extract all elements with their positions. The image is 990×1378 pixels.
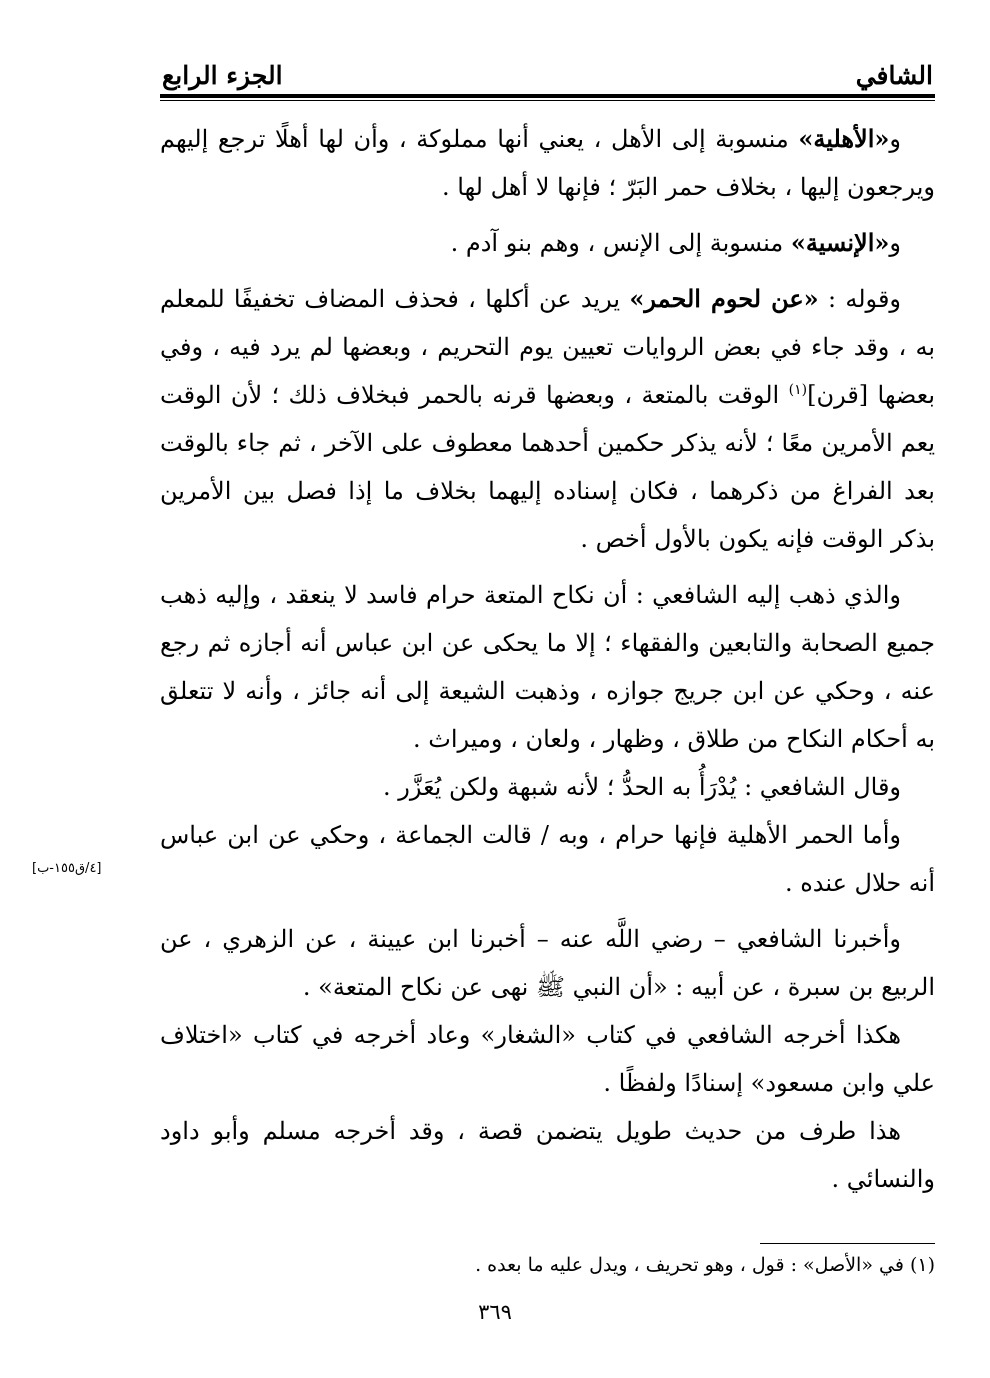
body-text [160,115,935,1203]
keyword: «الإنسية» [790,228,890,257]
text-run: والذي ذهب إليه الشافعي : أن نكاح المتعة حرام فاسد لا ينعقد ، وإليه ذهب جميع الصحابة والتابعين والفقهاء ؛ إلا ما يحكى عن ابن عباس أنه أجازه ثم رجع عنه ، وحكي عن ابن جريج جوازه ، وذهبت الشيعة إلى أنه جائز ، وأنه لا تتعلق به أحكام النكاح من طلاق ، وظهار ، ولعان ، وميراث . [160,581,935,753]
paragraph [160,115,935,211]
paragraph [160,763,935,811]
page-number: ٣٦٩ [478,1300,512,1324]
paragraph [160,915,935,1011]
paragraph [160,275,935,563]
paragraph [160,571,935,763]
header-rule-thin [160,100,935,101]
header-rule-thick [160,94,935,98]
keyword: «عن لحوم الحمر» [629,284,819,313]
footnote-rule [760,1243,935,1244]
text-run: و [889,229,901,257]
text-run: وأخبرنا الشافعي – رضي اللَّه عنه – أخبرنا ابن عيينة ، عن الزهري ، عن الربيع بن سبرة ، عن أبيه : «أن النبي ﷺ نهى عن نكاح المتعة» . [160,925,935,1001]
running-header [160,50,935,90]
page [160,50,935,1211]
text-run: الوقت بالمتعة ، وبعضها قرنه بالحمر فبخلاف ذلك ؛ لأن الوقت يعم الأمرين معًا ؛ لأنه يذكر حكمين أحدهما معطوف على الآخر ، ثم جاء بالوقت بعد الفراغ من ذكرهما ، فكان إسناده إليهما بخلاف ما إذا فصل بين الأمرين بذكر الوقت فإنه يكون بالأول أخص . [160,381,935,553]
text-run: هكذا أخرجه الشافعي في كتاب «الشغار» وعاد أخرجه في كتاب «اختلاف علي وابن مسعود» إسنادًا ولفظًا . [160,1021,935,1097]
keyword: «الأهلية» [798,124,890,153]
marginal-note: [٤/ق١٥٥-ب] [32,861,102,876]
footnote: (١) في «الأصل» : قول ، وهو تحريف ، ويدل عليه ما بعده . [475,1254,935,1276]
text-run: و [889,125,901,153]
text-run: منسوبة إلى الأهل ، يعني أنها مملوكة ، وأن لها أهلًا ترجع إليهم ويرجعون إليها ، بخلاف حمر البَرّ ؛ فإنها لا أهل لها . [160,125,935,201]
paragraph [160,811,935,907]
footnote-marker: (١) [788,382,808,398]
paragraph [160,1011,935,1107]
paragraph [160,219,935,267]
book-title: الشافي [855,61,933,90]
text-run: وأما الحمر الأهلية فإنها حرام ، وبه / قالت الجماعة ، وحكي عن ابن عباس أنه حلال عنده . [160,821,935,897]
text-run: يريد عن أكلها ، فحذف المضاف تخفيفًا للمعلم به ، وقد جاء في بعض الروايات تعيين يوم التحريم ، وبعضها لم يرد فيه ، وفي بعضها [قرن] [160,285,936,409]
text-run: وقوله : [818,285,902,313]
paragraph [160,1107,935,1203]
text-run: هذا طرف من حديث طويل يتضمن قصة ، وقد أخرجه مسلم وأبو داود والنسائي . [160,1117,935,1193]
volume-title: الجزء الرابع [162,61,283,90]
text-run: وقال الشافعي : يُدْرَأُ به الحدُّ ؛ لأنه شبهة ولكن يُعَزَّر . [382,773,901,801]
text-run: منسوبة إلى الإنس ، وهم بنو آدم . [450,229,791,257]
